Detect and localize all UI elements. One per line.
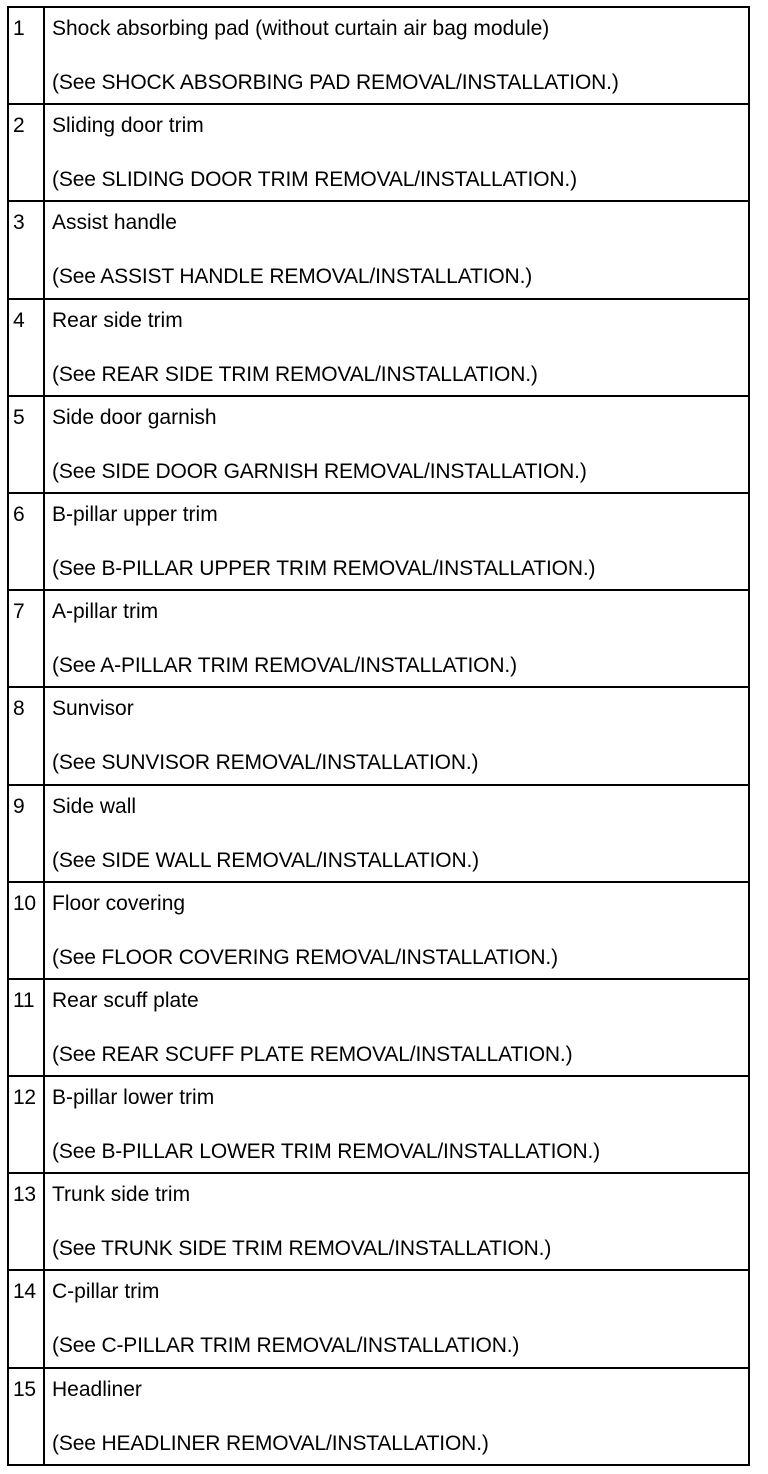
table-row [8, 785, 749, 882]
item-description-cell [44, 396, 749, 493]
table-row [8, 1368, 749, 1465]
procedure-reference-link[interactable]: (See SUNVISOR REMOVAL/INSTALLATION.) [52, 751, 479, 775]
table-row [8, 201, 749, 298]
item-number-cell [8, 785, 44, 882]
table-row [8, 687, 749, 784]
part-name: A-pillar trim [52, 600, 159, 624]
item-number-cell [8, 687, 44, 784]
item-number-cell [8, 493, 44, 590]
table-row [8, 104, 749, 201]
item-number-cell [8, 1076, 44, 1173]
item-description-cell [44, 1076, 749, 1173]
procedure-reference-link[interactable]: (See TRUNK SIDE TRIM REMOVAL/INSTALLATION.) [52, 1237, 552, 1261]
item-description-cell [44, 201, 749, 298]
item-description-cell [44, 590, 749, 687]
part-name: Floor covering [52, 891, 186, 915]
procedure-reference-link[interactable]: (See B-PILLAR LOWER TRIM REMOVAL/INSTALLATION.) [52, 1140, 601, 1164]
part-name: B-pillar upper trim [52, 502, 218, 526]
item-number: 7 [13, 600, 25, 624]
part-name: Sliding door trim [52, 114, 204, 138]
item-number: 8 [13, 697, 25, 721]
part-name: B-pillar lower trim [52, 1086, 215, 1110]
part-name: Side door garnish [52, 405, 217, 429]
parts-table [7, 6, 750, 1466]
item-description-cell [44, 7, 749, 104]
item-number-cell [8, 1270, 44, 1367]
table-row [8, 1076, 749, 1173]
procedure-reference-link[interactable]: (See A-PILLAR TRIM REMOVAL/INSTALLATION.) [52, 654, 517, 678]
item-number-cell [8, 104, 44, 201]
part-name: Headliner [52, 1377, 142, 1401]
item-number-cell [8, 1173, 44, 1270]
item-number: 15 [13, 1377, 36, 1401]
item-number: 14 [13, 1280, 36, 1304]
part-name: Shock absorbing pad (without curtain air bag module) [52, 17, 550, 40]
procedure-reference-link[interactable]: (See SIDE WALL REMOVAL/INSTALLATION.) [52, 848, 480, 872]
part-name: Rear scuff plate [52, 988, 199, 1012]
table-row [8, 882, 749, 979]
item-number: 5 [13, 405, 25, 429]
item-description-cell [44, 493, 749, 590]
table-row [8, 299, 749, 396]
part-name: C-pillar trim [52, 1280, 160, 1304]
part-name: Rear side trim [52, 308, 183, 332]
item-number: 6 [13, 502, 25, 526]
item-number-cell [8, 396, 44, 493]
part-name: Trunk side trim [52, 1183, 191, 1207]
item-description-cell [44, 104, 749, 201]
table-row [8, 396, 749, 493]
item-number-cell [8, 979, 44, 1076]
part-name: Side wall [52, 794, 137, 818]
table-row [8, 979, 749, 1076]
item-number: 4 [13, 308, 25, 332]
item-number: 11 [13, 988, 35, 1012]
item-number-cell [8, 7, 44, 104]
parts-table-body [8, 7, 749, 1465]
procedure-reference-link[interactable]: (See B-PILLAR UPPER TRIM REMOVAL/INSTALLATION.) [52, 556, 596, 580]
item-number-cell [8, 201, 44, 298]
procedure-reference-link[interactable]: (See REAR SCUFF PLATE REMOVAL/INSTALLATION.) [52, 1042, 573, 1066]
procedure-reference-link[interactable]: (See C-PILLAR TRIM REMOVAL/INSTALLATION.) [52, 1334, 520, 1358]
item-number: 3 [13, 211, 25, 235]
table-row [8, 493, 749, 590]
item-number-cell [8, 1368, 44, 1465]
procedure-reference-link[interactable]: (See REAR SIDE TRIM REMOVAL/INSTALLATION.) [52, 362, 538, 386]
item-number: 12 [13, 1086, 36, 1110]
item-number-cell [8, 299, 44, 396]
procedure-reference-link[interactable]: (See SHOCK ABSORBING PAD REMOVAL/INSTALLATION.) [52, 71, 619, 94]
item-description-cell [44, 687, 749, 784]
table-row [8, 1173, 749, 1270]
procedure-reference-link[interactable]: (See SLIDING DOOR TRIM REMOVAL/INSTALLATION.) [52, 168, 577, 192]
procedure-reference-link[interactable]: (See FLOOR COVERING REMOVAL/INSTALLATION.) [52, 945, 558, 969]
item-number: 2 [13, 114, 25, 138]
item-number-cell [8, 590, 44, 687]
item-description-cell [44, 979, 749, 1076]
item-description-cell [44, 1173, 749, 1270]
item-number: 10 [13, 891, 36, 915]
table-row [8, 590, 749, 687]
item-description-cell [44, 785, 749, 882]
part-name: Sunvisor [52, 697, 134, 721]
part-name: Assist handle [52, 211, 177, 235]
procedure-reference-link[interactable]: (See ASSIST HANDLE REMOVAL/INSTALLATION.) [52, 265, 533, 289]
item-description-cell [44, 1270, 749, 1367]
item-number: 13 [13, 1183, 36, 1207]
item-number: 1 [13, 17, 25, 40]
item-description-cell [44, 299, 749, 396]
table-row [8, 7, 749, 104]
item-number-cell [8, 882, 44, 979]
table-row [8, 1270, 749, 1367]
item-description-cell [44, 882, 749, 979]
procedure-reference-link[interactable]: (See HEADLINER REMOVAL/INSTALLATION.) [52, 1431, 489, 1455]
item-number: 9 [13, 794, 25, 818]
procedure-reference-link[interactable]: (See SIDE DOOR GARNISH REMOVAL/INSTALLATION.) [52, 459, 587, 483]
item-description-cell [44, 1368, 749, 1465]
